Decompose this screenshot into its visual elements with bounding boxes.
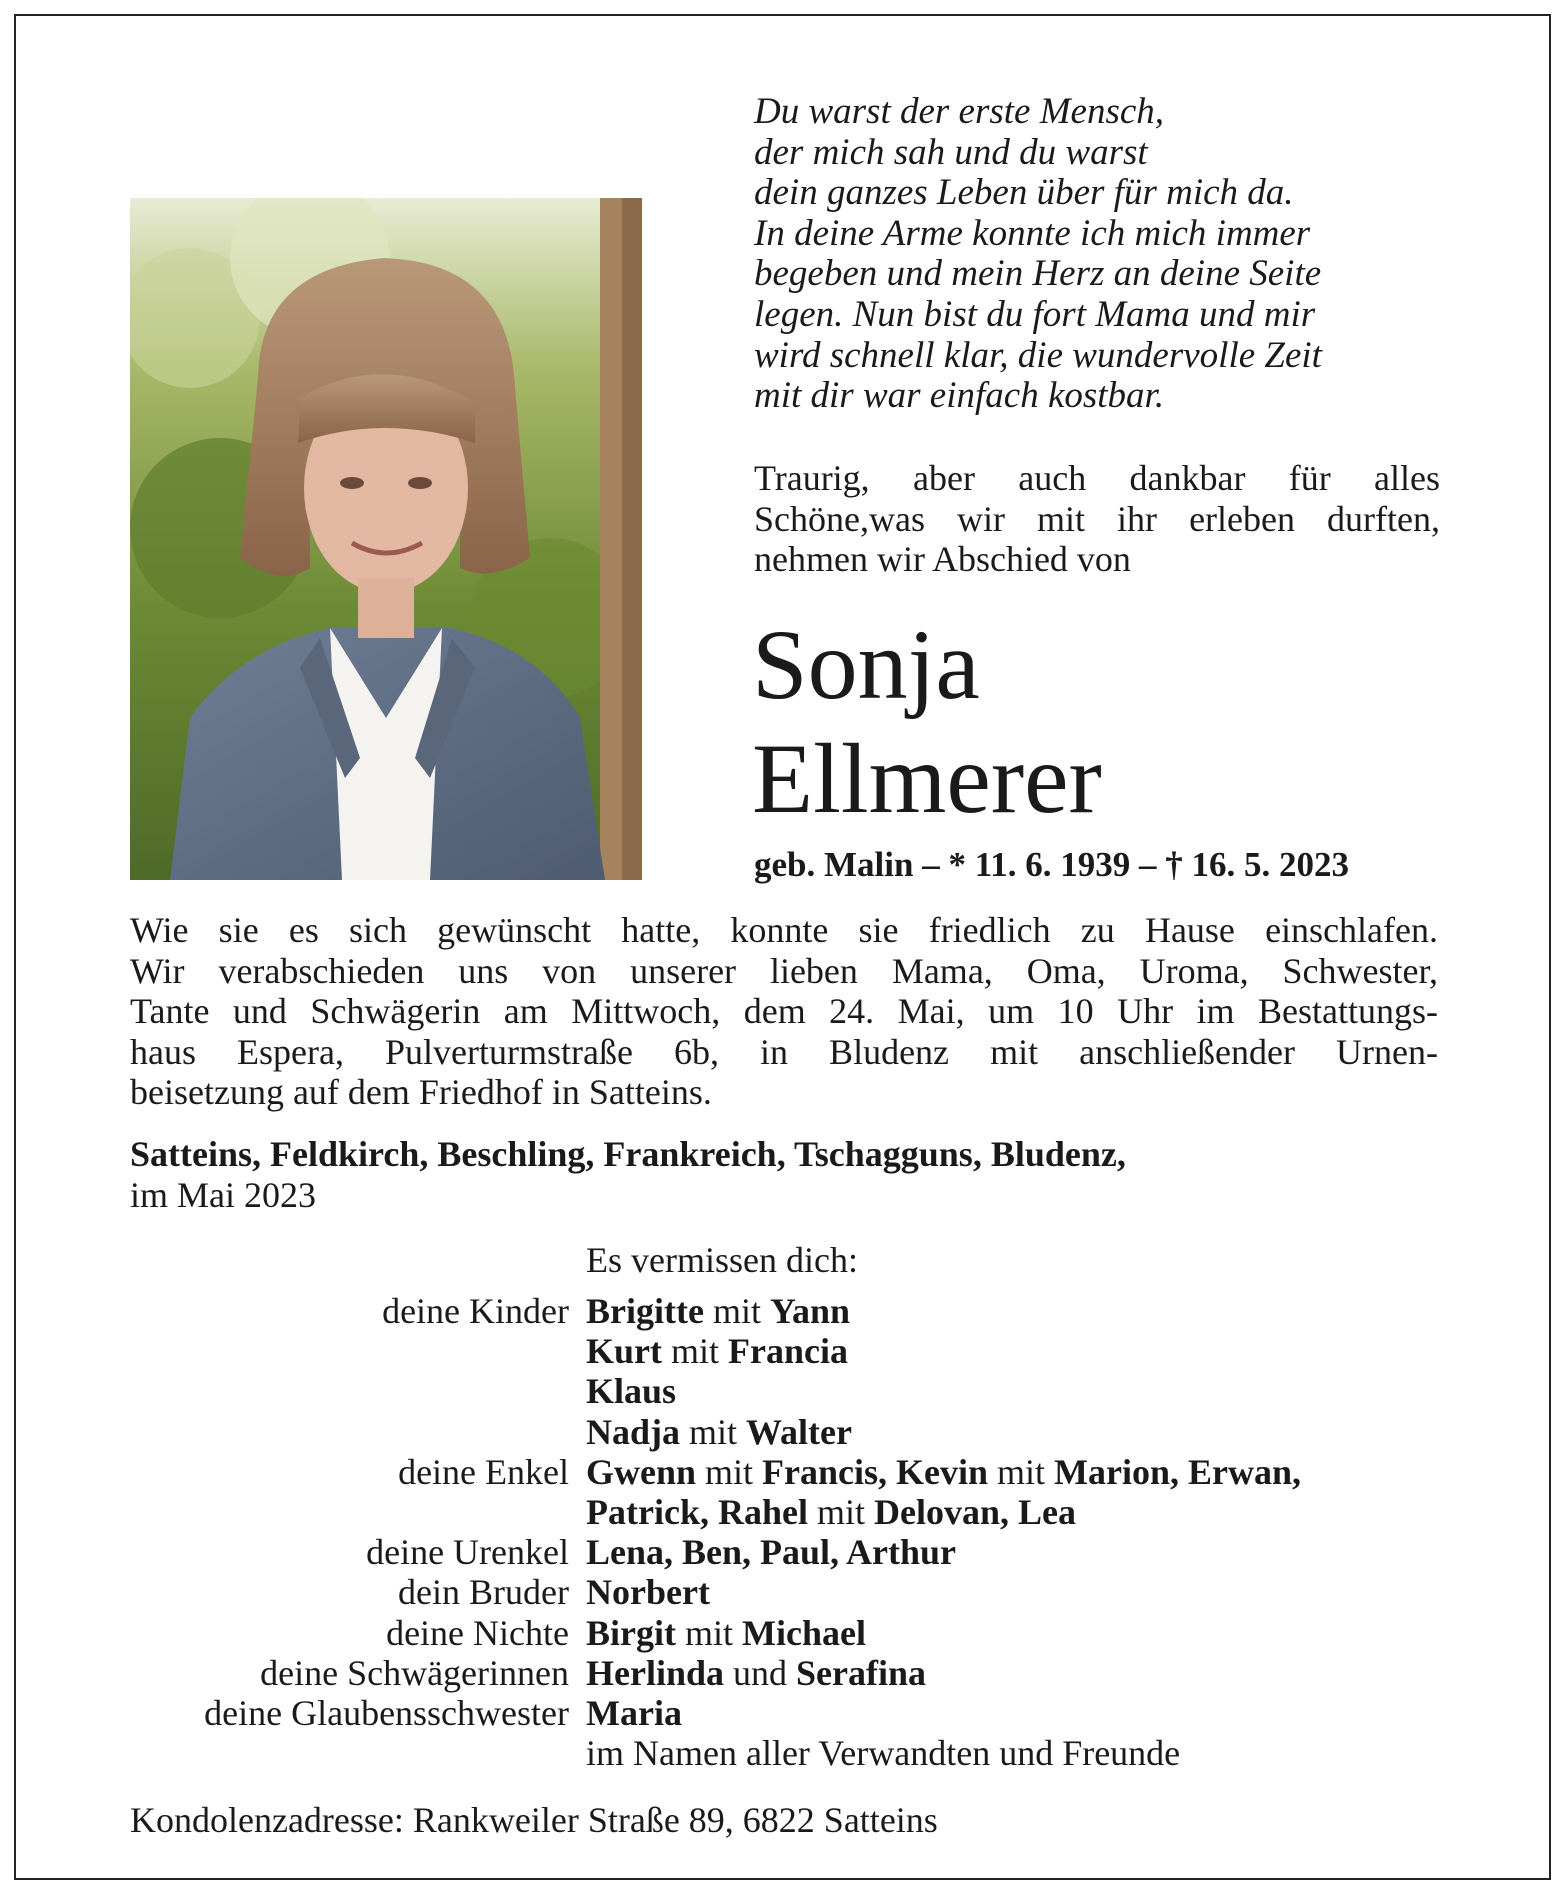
family-names [586, 1532, 956, 1572]
family-names [586, 1452, 1301, 1492]
miss-heading: Es vermissen dich: [586, 1240, 858, 1280]
body-line: haus Espera, Pulverturmstraße 6b, in Bludenz mit anschließender Urnen- [130, 1031, 1438, 1072]
family-names [586, 1613, 866, 1653]
poem-line: der mich sah und du warst [754, 131, 1148, 173]
family-list [0, 1291, 1567, 1773]
family-row [0, 1371, 1567, 1411]
connector: mit [680, 1411, 747, 1452]
family-row [0, 1693, 1567, 1733]
family-row [0, 1532, 1567, 1572]
person-name: Nadja [586, 1411, 681, 1452]
family-names [586, 1331, 848, 1371]
person-name: Maria [586, 1692, 682, 1733]
person-name: Marion, Erwan, [1054, 1451, 1302, 1492]
family-row [0, 1452, 1567, 1492]
family-row [0, 1412, 1567, 1452]
poem-line: legen. Nun bist du fort Mama und mir [754, 293, 1316, 335]
relation-label: deine Glaubensschwester [204, 1692, 569, 1733]
closing-line: im Namen aller Verwandten und Freunde [586, 1733, 1181, 1774]
relation-label: deine Schwägerinnen [260, 1652, 569, 1693]
person-name: Delovan, Lea [873, 1491, 1076, 1532]
family-names [586, 1291, 850, 1331]
poem-line: dein ganzes Leben über für mich da. [754, 172, 1294, 214]
person-name: Klaus [586, 1371, 677, 1412]
relation-label: deine Kinder [382, 1291, 569, 1331]
body-line: beisetzung auf dem Friedhof in Satteins. [130, 1072, 712, 1113]
person-name: Gwenn [586, 1451, 697, 1492]
person-name: Patrick, Rahel [586, 1491, 808, 1532]
relation-label: dein Bruder [398, 1572, 569, 1613]
family-names [586, 1492, 1076, 1532]
portrait-photo [130, 198, 642, 880]
body-line: Wie sie es sich gewünscht hatte, konnte sie friedlich zu Hause einschlafen. [130, 910, 1438, 950]
connector: mit [988, 1451, 1055, 1492]
person-name: Michael [742, 1612, 866, 1653]
date-line: im Mai 2023 [130, 1174, 316, 1215]
family-row [0, 1492, 1567, 1532]
person-name: Walter [746, 1411, 852, 1452]
intro-line: Schöne,was wir mit ihr erleben durften, [754, 498, 1440, 539]
connector: mit [703, 1291, 770, 1331]
person-name: Kurt [586, 1331, 662, 1372]
family-names [586, 1371, 676, 1411]
places-list: Satteins, Feldkirch, Beschling, Frankreich, Tschagguns, Bludenz, [130, 1134, 1126, 1174]
last-name: Ellmerer [752, 723, 1102, 834]
family-names [586, 1693, 682, 1733]
family-row [0, 1572, 1567, 1612]
person-name: Yann [769, 1291, 851, 1331]
poem-line: Du warst der erste Mensch, [754, 91, 1165, 132]
intro-line: Traurig, aber auch dankbar für alles [754, 458, 1440, 498]
intro-text [754, 458, 1440, 580]
poem-line: In deine Arme konnte ich mich immer [754, 212, 1311, 254]
body-line: Tante und Schwägerin am Mittwoch, dem 24. Mai, um 10 Uhr im Bestattungs- [130, 991, 1438, 1032]
person-name: Brigitte [586, 1291, 704, 1331]
family-names [586, 1653, 926, 1693]
family-names [586, 1572, 710, 1612]
family-row [0, 1733, 1567, 1773]
body-line: Wir verabschieden uns von unserer lieben Mama, Oma, Uroma, Schwester, [130, 950, 1438, 991]
relation-label: deine Nichte [386, 1612, 569, 1653]
connector: mit [662, 1331, 729, 1372]
family-names [586, 1412, 852, 1452]
deceased-name [752, 608, 1102, 836]
relation-label: deine Urenkel [366, 1532, 569, 1573]
connector: mit [675, 1612, 742, 1653]
family-row [0, 1291, 1567, 1331]
person-name: Lena, Ben, Paul, Arthur [586, 1532, 957, 1573]
poem-line: wird schnell klar, die wundervolle Zeit [754, 334, 1322, 376]
places-block [130, 1134, 1438, 1215]
person-name: Francis, Kevin [762, 1451, 989, 1492]
condolence-address: Kondolenzadresse: Rankweiler Straße 89, 6822 Satteins [130, 1800, 938, 1840]
connector: mit [696, 1451, 763, 1492]
connector: mit [807, 1491, 874, 1532]
person-name: Francia [728, 1331, 848, 1372]
announcement-text [130, 910, 1438, 1113]
relation-label: deine Enkel [398, 1451, 569, 1492]
family-row [0, 1331, 1567, 1371]
family-row [0, 1613, 1567, 1653]
poem-line: begeben und mein Herz an deine Seite [754, 253, 1322, 295]
first-name: Sonja [752, 609, 980, 720]
person-name: Herlinda [586, 1652, 725, 1693]
person-name: Norbert [586, 1572, 710, 1613]
intro-line: nehmen wir Abschied von [754, 539, 1131, 579]
family-row [0, 1653, 1567, 1693]
person-name: Birgit [586, 1612, 676, 1653]
person-name: Serafina [796, 1652, 927, 1693]
poem-line: mit dir war einfach kostbar. [754, 375, 1165, 417]
birth-death-dates: geb. Malin – * 11. 6. 1939 – † 16. 5. 2023 [754, 845, 1350, 884]
poem [754, 92, 1454, 417]
connector: und [724, 1652, 797, 1693]
